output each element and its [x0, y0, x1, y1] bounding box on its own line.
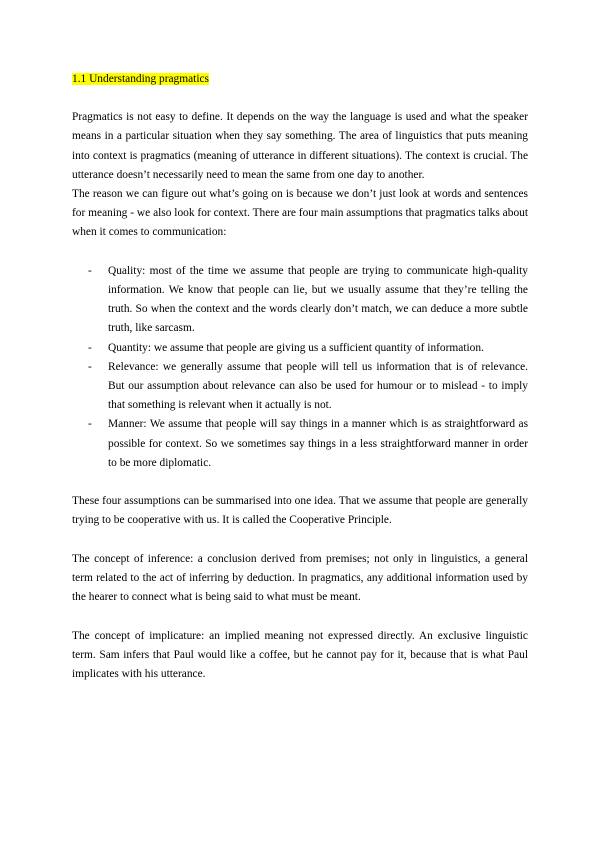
bullet-dash: - [88, 418, 92, 431]
list-item-text: Manner: We assume that people will say things in a manner which is as straightforward as possible for context. So we sometimes say things in a less straightforward manner in order to be more diplomatic. [108, 418, 528, 469]
list-item-text: Relevance: we generally assume that people will tell us information that is of relevance. But our assumption about relevance can also be used for humour or to mislead - to imply that something is relevant when it actually is not. [108, 360, 528, 412]
list-item-manner [72, 415, 528, 473]
list-item-quality [72, 262, 528, 339]
spacer [72, 473, 528, 492]
bullet-dash: - [88, 264, 92, 277]
assumptions-list [72, 262, 528, 473]
highlighted-heading-text: 1.1 Understanding pragmatics [72, 73, 209, 85]
spacer [72, 89, 528, 108]
list-item-text: Quality: most of the time we assume that people are trying to communicate high-quality information. We know that people can lie, but we usually assume that they’re telling the truth. So when the context and the words clearly don’t match, we can deduce a more subtle truth, like sarcasm. [108, 264, 528, 335]
spacer [72, 243, 528, 262]
context-paragraph: The reason we can figure out what’s going on is because we don’t just look at words and sentences for meaning - we also look for context. There are four main assumptions that pragmatics talks about when it comes to communication: [72, 188, 528, 239]
intro-paragraph: Pragmatics is not easy to define. It depends on the way the language is used and what the speaker means in a particular situation when they say something. The area of linguistics that puts meaning into context is pragmatics (meaning of utterance in different situations). The context is crucial. The utterance doesn’t necessarily need to mean the same from one day to another. [72, 111, 528, 181]
spacer [72, 607, 528, 626]
spacer [72, 531, 528, 550]
summary-paragraph: These four assumptions can be summarised into one idea. That we assume that people are generally trying to be cooperative with us. It is called the Cooperative Principle. [72, 495, 528, 527]
implicature-paragraph: The concept of implicature: an implied meaning not expressed directly. An exclusive linguistic term. Sam infers that Paul would like a coffee, but he cannot pay for it, because that is what Paul implicates with his utterance. [72, 629, 528, 681]
inference-paragraph: The concept of inference: a conclusion derived from premises; not only in linguistics, a general term related to the act of inferring by deduction. In pragmatics, any additional information used by the hearer to connect what is being said to what must be meant. [72, 552, 528, 604]
bullet-dash: - [88, 360, 92, 373]
list-item-relevance [72, 358, 528, 416]
document-page [72, 70, 528, 684]
section-heading [72, 70, 528, 89]
bullet-dash: - [88, 341, 92, 354]
list-item-quantity [72, 339, 528, 358]
list-item-text: Quantity: we assume that people are giving us a sufficient quantity of information. [108, 341, 484, 354]
